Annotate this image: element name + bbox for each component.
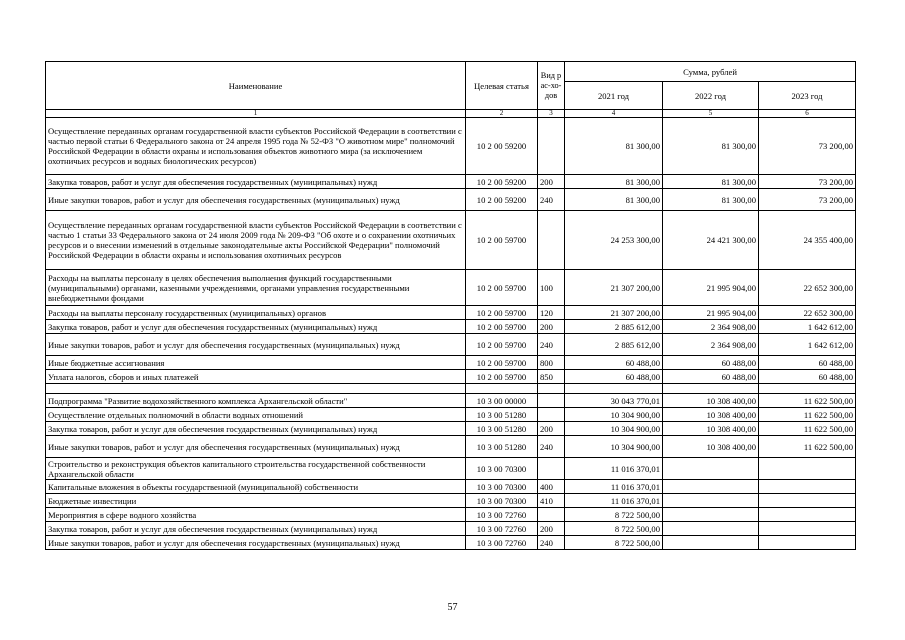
expense-type-cell: [538, 458, 565, 480]
table-row: [46, 522, 856, 536]
expense-type-cell: 200: [538, 320, 565, 334]
target-article-cell: 10 3 00 70300: [466, 494, 538, 508]
table-row: [46, 458, 856, 480]
target-article-cell: 10 3 00 51280: [466, 408, 538, 422]
target-article-cell: 10 3 00 72760: [466, 522, 538, 536]
name-cell: Осуществление переданных органам государственной власти субъектов Российской Федерации в соответствии с частью 1 статьи 33 Федерального закона от 24 июля 2009 года № 209-ФЗ "Об охоте и о сохранении охотничьих ресурсов и о внесении изменений в отдельные законодательные акты Российской Федерации" полномочий Российской Федерации в области охраны и использования охотничьих ресурсов: [46, 211, 466, 270]
sum-2023-cell: 1 642 612,00: [759, 320, 856, 334]
sum-2023-cell: 73 200,00: [759, 189, 856, 211]
name-cell: Иные закупки товаров, работ и услуг для обеспечения государственных (муниципальных) нужд: [46, 536, 466, 550]
sum-2021-cell: 11 016 370,01: [565, 458, 663, 480]
sum-2023-cell: 24 355 400,00: [759, 211, 856, 270]
sum-2023-cell: 22 652 300,00: [759, 270, 856, 306]
header-year-2021: 2021 год: [565, 82, 663, 110]
expense-type-cell: [538, 394, 565, 408]
sum-2021-cell: 10 304 900,00: [565, 422, 663, 436]
sum-2021-cell: 8 722 500,00: [565, 536, 663, 550]
header-target-article: Целевая статья: [466, 62, 538, 110]
table-row: [46, 370, 856, 384]
sum-2022-cell: 10 308 400,00: [663, 436, 759, 458]
target-article-cell: 10 2 00 59200: [466, 175, 538, 189]
sum-2021-cell: 10 304 900,00: [565, 436, 663, 458]
empty-cell: [538, 384, 565, 394]
header-sum: Сумма, рублей: [565, 62, 856, 82]
sum-2022-cell: 60 488,00: [663, 370, 759, 384]
target-article-cell: 10 2 00 59200: [466, 118, 538, 175]
sum-2023-cell: 1 642 612,00: [759, 334, 856, 356]
column-index: 5: [663, 110, 759, 118]
table-body: [46, 118, 856, 550]
name-cell: Строительство и реконструкция объектов капитального строительства государственной собственности Архангельской области: [46, 458, 466, 480]
column-index: 1: [46, 110, 466, 118]
expense-type-cell: 200: [538, 422, 565, 436]
name-cell: Расходы на выплаты персоналу в целях обеспечения выполнения функций государственными (муниципальными) органами, казенными учреждениями, органами управления государственными внебюджетными фондами: [46, 270, 466, 306]
target-article-cell: 10 3 00 70300: [466, 480, 538, 494]
sum-2023-cell: 60 488,00: [759, 356, 856, 370]
sum-2022-cell: 24 421 300,00: [663, 211, 759, 270]
expense-type-cell: 240: [538, 436, 565, 458]
sum-2021-cell: 60 488,00: [565, 370, 663, 384]
name-cell: Иные закупки товаров, работ и услуг для обеспечения государственных (муниципальных) нужд: [46, 436, 466, 458]
target-article-cell: 10 2 00 59700: [466, 320, 538, 334]
target-article-cell: 10 2 00 59700: [466, 211, 538, 270]
target-article-cell: 10 2 00 59700: [466, 334, 538, 356]
sum-2021-cell: 24 253 300,00: [565, 211, 663, 270]
table-row: [46, 189, 856, 211]
sum-2022-cell: [663, 480, 759, 494]
name-cell: Капитальные вложения в объекты государственной (муниципальной) собственности: [46, 480, 466, 494]
sum-2023-cell: [759, 494, 856, 508]
sum-2022-cell: 21 995 904,00: [663, 270, 759, 306]
name-cell: Мероприятия в сфере водного хозяйства: [46, 508, 466, 522]
column-index: 4: [565, 110, 663, 118]
sum-2021-cell: 30 043 770,01: [565, 394, 663, 408]
sum-2021-cell: 8 722 500,00: [565, 508, 663, 522]
target-article-cell: 10 3 00 51280: [466, 422, 538, 436]
name-cell: Бюджетные инвестиции: [46, 494, 466, 508]
empty-cell: [759, 384, 856, 394]
sum-2022-cell: 2 364 908,00: [663, 334, 759, 356]
sum-2022-cell: 81 300,00: [663, 175, 759, 189]
sum-2022-cell: [663, 522, 759, 536]
target-article-cell: 10 3 00 00000: [466, 394, 538, 408]
target-article-cell: 10 2 00 59700: [466, 356, 538, 370]
sum-2022-cell: [663, 536, 759, 550]
sum-2023-cell: 73 200,00: [759, 175, 856, 189]
table-row: [46, 408, 856, 422]
target-article-cell: 10 2 00 59700: [466, 370, 538, 384]
sum-2023-cell: 22 652 300,00: [759, 306, 856, 320]
sum-2021-cell: 81 300,00: [565, 175, 663, 189]
sum-2022-cell: [663, 508, 759, 522]
table-row: [46, 211, 856, 270]
sum-2023-cell: 73 200,00: [759, 118, 856, 175]
expense-type-cell: 100: [538, 270, 565, 306]
header-expense-type: Вид рас-хо-дов: [538, 62, 565, 110]
target-article-cell: 10 3 00 72760: [466, 536, 538, 550]
name-cell: Закупка товаров, работ и услуг для обеспечения государственных (муниципальных) нужд: [46, 422, 466, 436]
name-cell: Расходы на выплаты персоналу государственных (муниципальных) органов: [46, 306, 466, 320]
expense-type-cell: 410: [538, 494, 565, 508]
subprogram-row: [46, 394, 856, 408]
expense-type-cell: 850: [538, 370, 565, 384]
table-row: [46, 334, 856, 356]
expense-type-cell: [538, 508, 565, 522]
sum-2022-cell: 21 995 904,00: [663, 306, 759, 320]
expense-type-cell: 800: [538, 356, 565, 370]
expense-type-cell: [538, 118, 565, 175]
sum-2021-cell: 11 016 370,01: [565, 480, 663, 494]
name-cell: Уплата налогов, сборов и иных платежей: [46, 370, 466, 384]
table-row: [46, 118, 856, 175]
name-cell: Подпрограмма "Развитие водохозяйственного комплекса Архангельской области": [46, 394, 466, 408]
name-cell: Закупка товаров, работ и услуг для обеспечения государственных (муниципальных) нужд: [46, 522, 466, 536]
table-row: [46, 422, 856, 436]
target-article-cell: 10 2 00 59700: [466, 306, 538, 320]
page-number: 57: [447, 602, 458, 613]
table-header: [46, 62, 856, 118]
target-article-cell: 10 3 00 72760: [466, 508, 538, 522]
sum-2022-cell: 2 364 908,00: [663, 320, 759, 334]
sum-2022-cell: [663, 494, 759, 508]
sum-2023-cell: [759, 480, 856, 494]
expense-type-cell: 240: [538, 536, 565, 550]
sum-2023-cell: 11 622 500,00: [759, 408, 856, 422]
sum-2021-cell: 81 300,00: [565, 189, 663, 211]
spacer-row: [46, 384, 856, 394]
sum-2021-cell: 8 722 500,00: [565, 522, 663, 536]
sum-2022-cell: 10 308 400,00: [663, 394, 759, 408]
sum-2021-cell: 60 488,00: [565, 356, 663, 370]
sum-2022-cell: [663, 458, 759, 480]
table-row: [46, 356, 856, 370]
table-row: [46, 536, 856, 550]
empty-cell: [663, 384, 759, 394]
expense-type-cell: 400: [538, 480, 565, 494]
expense-type-cell: 240: [538, 189, 565, 211]
sum-2022-cell: 81 300,00: [663, 189, 759, 211]
sum-2023-cell: [759, 522, 856, 536]
expense-type-cell: [538, 408, 565, 422]
sum-2021-cell: 10 304 900,00: [565, 408, 663, 422]
expense-type-cell: 120: [538, 306, 565, 320]
sum-2021-cell: 11 016 370,01: [565, 494, 663, 508]
name-cell: Закупка товаров, работ и услуг для обеспечения государственных (муниципальных) нужд: [46, 320, 466, 334]
sum-2023-cell: 11 622 500,00: [759, 394, 856, 408]
sum-2022-cell: 60 488,00: [663, 356, 759, 370]
name-cell: Осуществление переданных органам государственной власти субъектов Российской Федерации в соответствии с частью первой статьи 6 Федерального закона от 24 апреля 1995 года № 52-ФЗ "О животном мире" полномочий Российской Федерации в области охраны и использования объектов животного мира (за исключением охотничьих ресурсов и водных биологических ресурсов): [46, 118, 466, 175]
name-cell: Иные закупки товаров, работ и услуг для обеспечения государственных (муниципальных) нужд: [46, 189, 466, 211]
sum-2021-cell: 21 307 200,00: [565, 270, 663, 306]
sum-2023-cell: 11 622 500,00: [759, 436, 856, 458]
name-cell: Иные закупки товаров, работ и услуг для обеспечения государственных (муниципальных) нужд: [46, 334, 466, 356]
sum-2021-cell: 2 885 612,00: [565, 320, 663, 334]
column-index: 2: [466, 110, 538, 118]
sum-2023-cell: 11 622 500,00: [759, 422, 856, 436]
target-article-cell: 10 2 00 59700: [466, 270, 538, 306]
column-index: 6: [759, 110, 856, 118]
name-cell: Иные бюджетные ассигнования: [46, 356, 466, 370]
sum-2023-cell: 60 488,00: [759, 370, 856, 384]
target-article-cell: 10 2 00 59200: [466, 189, 538, 211]
empty-cell: [565, 384, 663, 394]
empty-cell: [46, 384, 466, 394]
table-row: [46, 320, 856, 334]
sum-2022-cell: 10 308 400,00: [663, 408, 759, 422]
empty-cell: [466, 384, 538, 394]
expense-type-cell: 200: [538, 175, 565, 189]
sum-2023-cell: [759, 536, 856, 550]
table-row: [46, 436, 856, 458]
expense-type-cell: 240: [538, 334, 565, 356]
name-cell: Осуществление отдельных полномочий в области водных отношений: [46, 408, 466, 422]
table-row: [46, 508, 856, 522]
expense-type-cell: 200: [538, 522, 565, 536]
table-row: [46, 494, 856, 508]
sum-2021-cell: 2 885 612,00: [565, 334, 663, 356]
sum-2023-cell: [759, 508, 856, 522]
sum-2022-cell: 10 308 400,00: [663, 422, 759, 436]
target-article-cell: 10 3 00 70300: [466, 458, 538, 480]
target-article-cell: 10 3 00 51280: [466, 436, 538, 458]
header-year-2023: 2023 год: [759, 82, 856, 110]
sum-2021-cell: 21 307 200,00: [565, 306, 663, 320]
column-index: 3: [538, 110, 565, 118]
name-cell: Закупка товаров, работ и услуг для обеспечения государственных (муниципальных) нужд: [46, 175, 466, 189]
budget-table: [45, 61, 856, 550]
sum-2021-cell: 81 300,00: [565, 118, 663, 175]
table-row: [46, 175, 856, 189]
table-row: [46, 306, 856, 320]
table-row: [46, 480, 856, 494]
header-name: Наименование: [46, 62, 466, 110]
table-row: [46, 270, 856, 306]
sum-2022-cell: 81 300,00: [663, 118, 759, 175]
sum-2023-cell: [759, 458, 856, 480]
expense-type-cell: [538, 211, 565, 270]
header-year-2022: 2022 год: [663, 82, 759, 110]
